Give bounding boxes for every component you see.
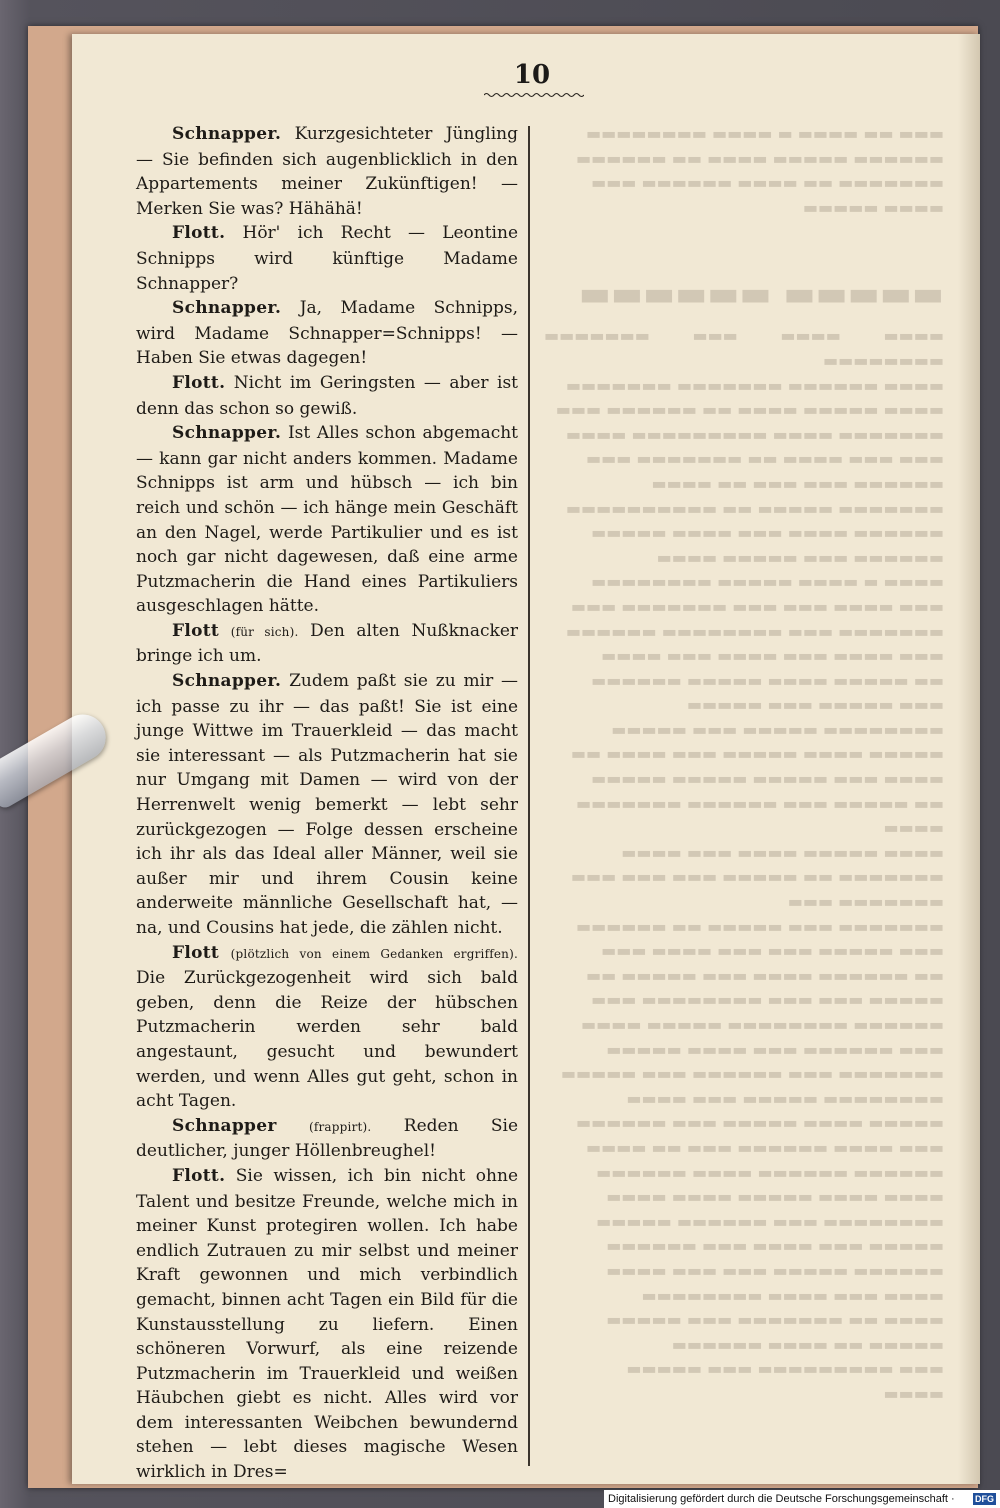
stage-direction: (frappirt). [308, 1119, 372, 1134]
column-rule [528, 126, 530, 1466]
dialogue-text: Kurzgesichteter Jüngling — Sie befinden sich augenblicklich in den Appartements meiner Zukünftigen! — Merken Sie was? Hähähä! [136, 124, 519, 219]
dialogue-paragraph [136, 1114, 518, 1164]
dialogue-paragraph [136, 619, 518, 669]
speaker-name: Flott. [172, 372, 226, 393]
dialogue-text: Die Zurückgezogenheit wird sich bald geben, denn die Reize der hübschen Putzmacherin werden sehr bald angestaunt, gesucht und bewundert werden, und wenn Alles gut geht, schon in acht Tagen. [136, 968, 518, 1112]
dialogue-text: Den alten Nußknacker bringe ich um. [136, 620, 519, 667]
dialogue-paragraph [136, 1164, 518, 1485]
dialogue-paragraph [136, 122, 518, 221]
dialogue-column [136, 122, 518, 1485]
speaker-name: Flott [172, 942, 220, 963]
dialogue-text: Ja, Madame Schnipps, wird Madame Schnapper=Schnipps! — Haben Sie etwas dagegen! [136, 298, 519, 369]
dfg-logo-icon: DFG [975, 1494, 994, 1504]
speaker-name: Schnapper. [172, 423, 282, 444]
page-edge-shadow [958, 34, 980, 1484]
dialogue-text: Reden Sie deutlicher, junger Höllenbreughel! [136, 1115, 519, 1162]
dialogue-text: Zudem paßt sie zu mir — ich passe zu ihr — das paßt! Sie ist eine junge Wittwe im Trauerkleid — das macht sie interessant — als Putzmacherin hat sie nur Umgang mit Damen — wird von der Herrenwelt wenig bemerkt — lebt sehr zurückgezogen — Folge dessen erscheine ich ihr als das Ideal aller Männer, weil sie außer mir und ihrem Cousin keine anderweite männliche Gesellschaft hat, — na, und Cousins hat jede, die zählen nicht. [136, 671, 519, 938]
dialogue-text: Hör' ich Recht — Leontine Schnipps wird künftige Madame Schnapper? [136, 223, 519, 294]
credit-text: Digitalisierung gefördert durch die Deutsche Forschungsgemeinschaft · [608, 1493, 955, 1505]
dialogue-text: Ist Alles schon abgemacht — kann gar nicht anders kommen. Madame Schnipps ist arm und hübsch — ich bin reich und schön — ich hänge mein Geschäft an den Nagel, werde Partikulier und es ist noch gar nicht dagewesen, daß eine arme Putzmacherin die Hand eines Partikuliers ausgeschlagen hätte. [136, 423, 518, 617]
dialogue-paragraph [136, 421, 518, 619]
dialogue-paragraph [136, 221, 518, 296]
digitization-credit [604, 1490, 1000, 1508]
show-through-text: ▬▬▬ ▬▬ ▬▬▬▬ ▬ ▬▬▬▬ ▬▬▬▬▬▬▬▬ ▬▬▬▬▬▬ ▬▬▬▬▬ ▬▬▬▬ ▬▬ ▬▬▬▬▬▬ ▬▬▬▬▬▬▬ ▬▬ ▬▬▬▬ ▬▬▬▬▬▬ ▬▬▬ ▬▬▬▬ ▬▬▬▬▬ ▬▬▬▬▬ ▬▬▬▬▬▬ ▬▬▬▬ ▬▬▬▬ ▬▬▬ ▬▬▬▬▬▬▬ ▬▬▬▬▬▬▬▬ ▬▬▬▬ ▬▬▬▬▬▬ ▬▬▬▬▬▬▬ ▬▬▬▬▬▬▬ ▬▬▬▬ ▬▬▬▬▬ ▬▬▬▬ ▬▬ ▬▬▬▬▬▬ ▬▬▬ ▬▬▬▬▬▬▬ ▬▬▬▬ ▬▬▬▬▬▬▬▬▬ ▬▬▬▬ ▬▬▬ ▬▬▬ ▬▬▬▬ ▬▬ ▬▬▬▬▬▬▬ ▬▬▬ ▬▬▬▬▬▬ ▬▬▬ ▬▬▬ ▬▬ ▬▬▬▬ ▬▬▬▬▬▬▬ ▬▬▬▬▬ ▬▬ ▬▬▬▬▬▬▬▬▬▬ ▬▬▬▬▬▬ ▬▬▬▬ ▬▬▬ ▬▬▬▬ ▬▬▬▬▬ ▬▬▬▬▬▬ ▬▬▬ ▬▬▬▬▬ ▬▬▬▬ ▬▬▬▬ ▬ ▬▬▬▬ ▬▬▬▬▬ ▬▬▬▬▬▬▬▬ ▬▬▬ ▬▬▬▬ ▬▬▬ ▬▬▬ ▬▬▬▬▬▬▬ ▬▬▬ ▬▬▬▬▬▬▬ ▬▬▬ ▬▬▬▬▬▬▬▬ ▬▬▬▬▬▬ ▬▬▬ ▬▬▬▬ ▬▬▬ ▬▬▬▬ ▬▬▬ ▬▬▬▬ ▬▬ ▬▬▬▬▬ ▬▬▬▬ ▬▬▬▬▬ ▬▬▬▬▬▬ ▬▬▬ ▬▬▬▬▬ ▬▬▬ ▬▬▬▬▬ ▬▬▬▬▬▬▬▬ ▬▬▬▬▬ ▬▬▬ ▬▬▬▬▬ ▬▬▬▬▬ ▬▬▬▬ ▬▬▬▬▬ ▬▬▬ ▬▬▬▬ ▬▬ ▬▬▬▬ ▬▬▬ ▬▬▬▬▬ ▬▬▬▬▬ ▬▬▬▬▬ ▬▬ ▬▬▬▬▬ ▬▬▬ ▬▬▬▬▬▬ ▬▬▬▬▬▬▬ ▬▬▬▬ ▬▬▬▬ ▬▬▬▬▬ ▬▬▬▬ ▬▬▬ ▬▬▬▬ ▬▬▬▬▬▬▬ ▬▬ ▬▬▬▬▬ ▬▬▬ ▬▬▬ ▬▬▬ ▬▬▬▬▬▬▬ ▬▬▬ ▬▬▬▬▬▬▬ ▬▬▬ ▬▬▬▬▬ ▬▬ ▬▬▬▬▬▬ ▬▬▬ ▬▬▬▬▬ ▬▬▬ ▬▬▬ ▬▬▬▬ ▬▬▬ ▬▬ ▬▬▬▬▬▬ ▬▬▬▬ ▬▬▬ ▬▬▬▬▬ ▬▬ ▬▬▬▬▬ ▬▬▬ ▬▬▬ ▬▬▬▬▬▬▬▬ ▬▬▬ ▬▬▬▬▬▬ ▬▬▬▬▬▬▬▬ ▬▬▬▬▬ ▬▬▬▬ ▬▬▬ ▬▬▬▬▬▬ ▬▬▬ ▬▬▬▬ ▬▬▬▬▬ ▬▬▬▬▬▬▬ ▬▬▬ ▬▬▬▬▬▬ ▬▬▬ ▬▬▬▬▬ ▬▬▬▬▬▬▬▬ ▬▬▬▬▬ ▬▬▬ ▬▬▬▬ ▬▬▬▬▬ ▬▬▬▬ ▬▬▬▬▬ ▬▬▬ ▬▬▬▬▬▬ ▬▬▬ ▬▬▬▬ ▬▬▬▬▬▬ ▬▬▬ ▬▬ ▬▬▬▬ ▬▬▬▬▬▬ ▬▬▬▬▬▬ ▬▬▬▬ ▬▬▬▬▬▬ ▬▬▬▬ ▬▬▬▬ ▬▬▬▬▬ ▬▬▬▬ ▬▬▬▬ ▬▬▬▬▬▬▬▬ ▬▬▬ ▬▬▬▬▬▬ ▬▬▬▬▬ ▬▬▬▬▬ ▬▬▬ ▬▬▬▬ ▬▬▬ ▬▬▬▬▬▬ ▬▬▬▬▬▬ ▬▬▬▬▬ ▬▬▬ ▬▬▬ ▬▬▬▬ ▬▬▬▬ ▬▬▬ ▬▬▬▬ ▬▬▬▬▬▬▬▬ ▬▬▬▬ ▬▬ ▬▬▬▬▬▬▬ ▬▬▬ ▬▬▬▬▬ ▬▬▬▬▬ ▬▬ ▬▬▬▬ ▬▬▬▬▬▬ ▬▬▬ ▬▬▬▬▬▬▬▬▬ ▬▬▬ ▬▬▬▬▬ ▬▬▬▬ [544, 124, 944, 1403]
dialogue-paragraph [136, 941, 518, 1114]
dialogue-paragraph [136, 296, 518, 371]
dialogue-paragraph [136, 371, 518, 421]
speaker-name: Schnapper. [172, 671, 282, 692]
speaker-name: Flott. [172, 223, 226, 244]
page-number-ornament [484, 92, 584, 98]
page-number: 10 [513, 60, 551, 90]
speaker-name: Schnapper. [172, 124, 282, 144]
speaker-name: Flott [172, 620, 220, 641]
speaker-name: Schnapper [172, 1115, 277, 1136]
stage-direction: (plötzlich von einem Gedanken ergriffen). [230, 946, 518, 961]
speaker-name: Flott. [172, 1165, 226, 1186]
stage-direction: (für sich). [230, 624, 299, 639]
dialogue-text: Sie wissen, ich bin nicht ohne Talent und besitze Freunde, welche mich in meiner Kunst protegiren wollen. Ich habe endlich Zutrauen zu mir selbst und meiner Kraft gewonnen und mich verbindlich gemacht, binnen acht Tagen ein Bild für die Kunstausstellung zu liefern. Einen schöneren Vorwurf, als eine reizende Putzmacherin im Trauerkleid und weißen Häubchen giebt es nicht. Alles wird vor dem interessanten Weibchen bewundernd stehen — lebt dieses magische Wesen wirklich in Dres= [136, 1165, 518, 1483]
dialogue-text: Nicht im Geringsten — aber ist denn das schon so gewiß. [136, 372, 518, 419]
speaker-name: Schnapper. [172, 298, 282, 319]
book-page [72, 34, 980, 1484]
dialogue-paragraph [136, 669, 518, 941]
